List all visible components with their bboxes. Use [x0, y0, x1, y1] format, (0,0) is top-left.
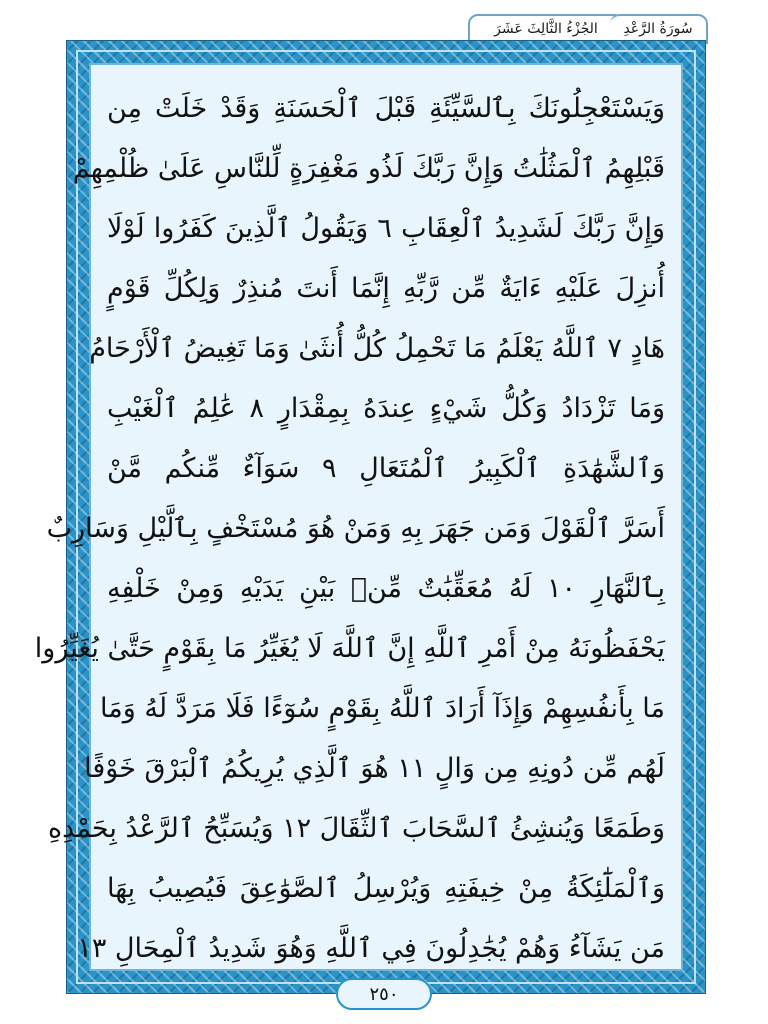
verse-line: لَهُم مِّن دُونِهِ مِن وَالٍ ١١ هُوَ ٱلَّذِي يُرِيكُمُ ٱلْبَرْقَ خَوْفًا [84, 753, 665, 784]
verse-line: وَٱلشَّهَٰدَةِ ٱلْكَبِيرُ ٱلْمُتَعَالِ ٩ سَوَآءٌ مِّنكُم مَّنْ [107, 453, 665, 484]
decorative-frame [34, 40, 706, 994]
verse-line: وَمَا تَزْدَادُ وَكُلُّ شَيْءٍ عِندَهُ بِمِقْدَارٍ ٨ عَٰلِمُ ٱلْغَيْبِ [107, 393, 665, 424]
verse-line: وَطَمَعًا وَيُنشِئُ ٱلسَّحَابَ ٱلثِّقَالَ ١٢ وَيُسَبِّحُ ٱلرَّعْدُ بِحَمْدِهِ [48, 813, 665, 844]
verse-line: وَيَسْتَعْجِلُونَكَ بِٱلسَّيِّئَةِ قَبْلَ ٱلْحَسَنَةِ وَقَدْ خَلَتْ مِن [107, 93, 665, 124]
verse-line: وَٱلْمَلَٰٓئِكَةُ مِنْ خِيفَتِهِ وَيُرْسِلُ ٱلصَّوَٰعِقَ فَيُصِيبُ بِهَا [107, 873, 665, 904]
verse-line: أُنزِلَ عَلَيْهِ ءَايَةٌ مِّن رَّبِّهِ إِنَّمَا أَنتَ مُنذِرٌ وَلِكُلِّ قَوْمٍ [107, 273, 665, 304]
verse-line: مَن يَشَآءُ وَهُمْ يُجَٰدِلُونَ فِي ٱللَّهِ وَهُوَ شَدِيدُ ٱلْمِحَالِ ١٣ [77, 933, 665, 964]
verse-line: قَبْلِهِمُ ٱلْمَثُلَٰتُ وَإِنَّ رَبَّكَ لَذُو مَغْفِرَةٍ لِّلنَّاسِ عَلَىٰ ظُلْمِهِمْ [72, 153, 665, 184]
surah-label-text: سُورَةُ الرَّعْدِ [623, 21, 693, 37]
verse-line: وَإِنَّ رَبَّكَ لَشَدِيدُ ٱلْعِقَابِ ٦ وَيَقُولُ ٱلَّذِينَ كَفَرُوا لَوْلَا [107, 213, 665, 244]
juz-label-text: الجُزْءُ الثَّالِثَ عَشَرَ [494, 21, 598, 37]
verse-line: أَسَرَّ ٱلْقَوْلَ وَمَن جَهَرَ بِهِ وَمَنْ هُوَ مُسْتَخْفٍ بِٱلَّيْلِ وَسَارِبٌ [46, 513, 665, 544]
text-panel [34, 63, 683, 971]
page-number-text: ٢٥٠ [369, 983, 399, 1005]
verse-line: هَادٍ ٧ ٱللَّهُ يَعْلَمُ مَا تَحْمِلُ كُلُّ أُنثَىٰ وَمَا تَغِيضُ ٱلْأَرْحَامُ [89, 333, 665, 364]
verse-line: مَا بِأَنفُسِهِمْ وَإِذَآ أَرَادَ ٱللَّهُ بِقَوْمٍ سُوٓءًا فَلَا مَرَدَّ لَهُ وَمَا [100, 693, 665, 724]
verse-line: يَحْفَظُونَهُ مِنْ أَمْرِ ٱللَّهِ إِنَّ ٱللَّهَ لَا يُغَيِّرُ مَا بِقَوْمٍ حَتَّىٰ يُغَيِّرُوا [34, 633, 665, 664]
verse-line: بِٱلنَّهَارِ ١٠ لَهُ مُعَقِّبَٰتٌ مِّنۢ بَيْنِ يَدَيْهِ وَمِنْ خَلْفِهِ [107, 573, 665, 604]
page-number [336, 978, 432, 1010]
